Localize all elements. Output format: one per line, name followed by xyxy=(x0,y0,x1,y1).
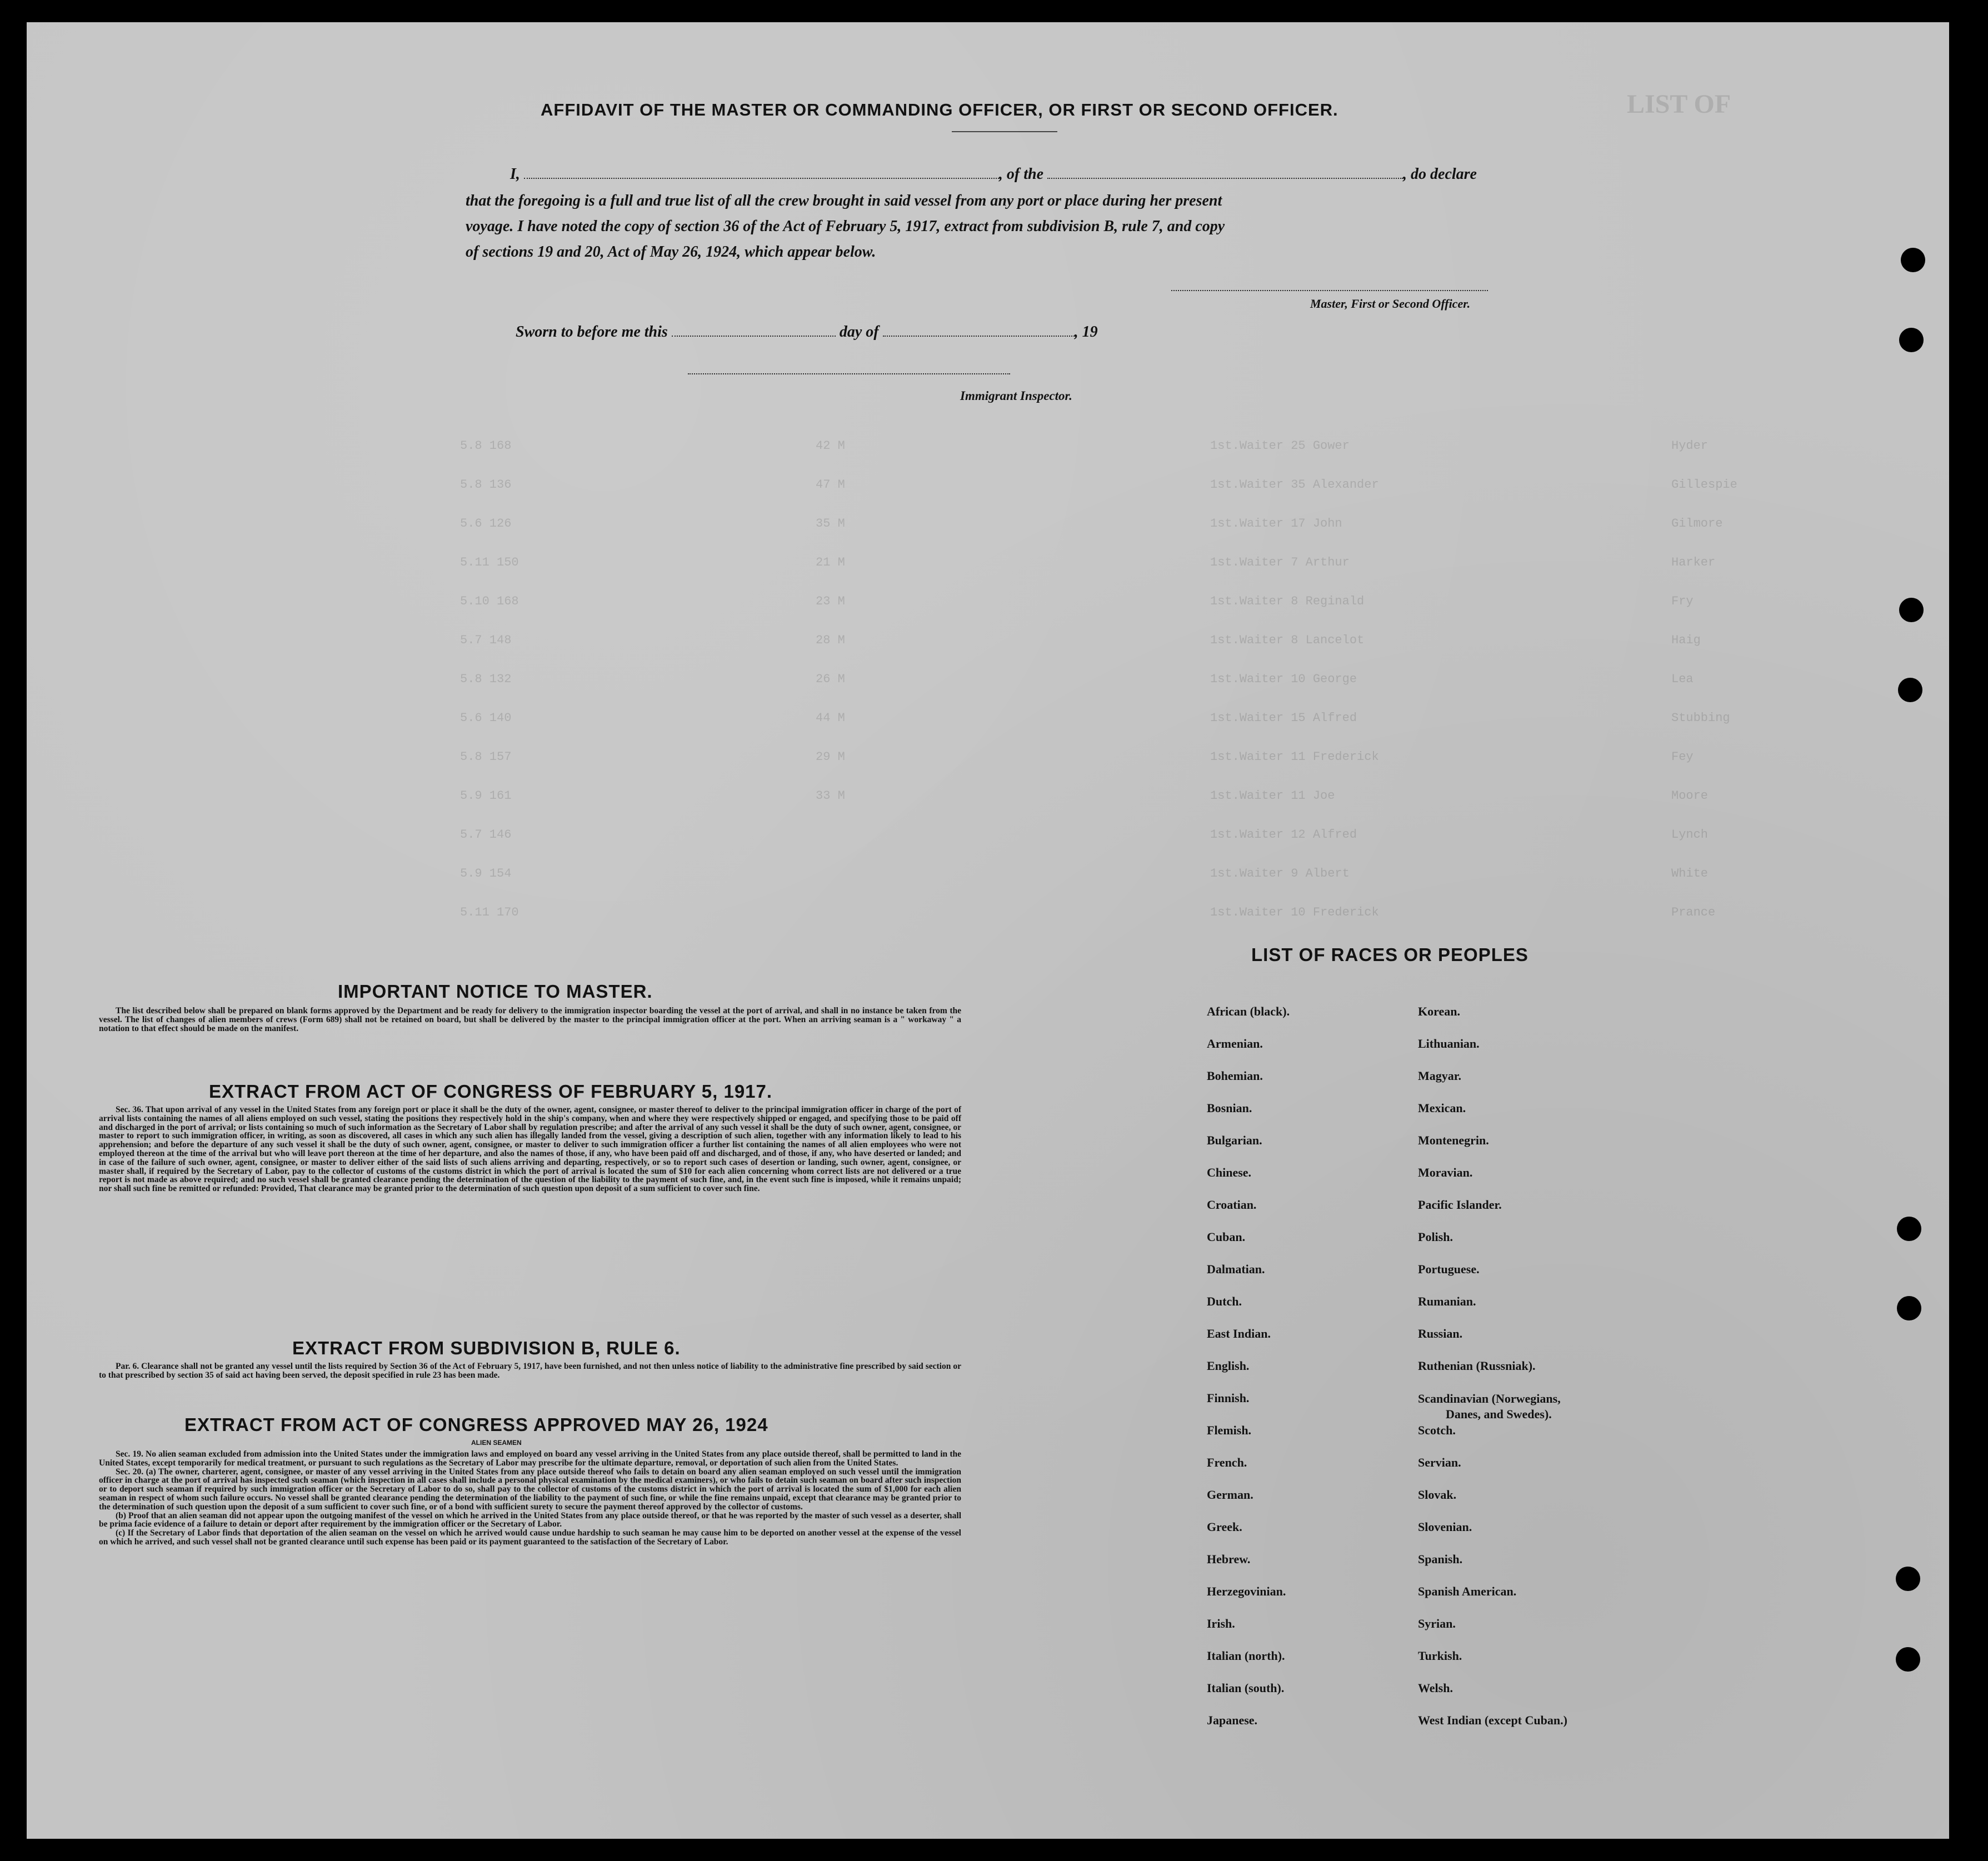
bleed-through-mark: 29 M xyxy=(816,750,845,764)
affidavit-line-4: of sections 19 and 20, Act of May 26, 1924, which appear below. xyxy=(466,243,876,261)
bleed-through-mark: 26 M xyxy=(816,672,845,686)
bleed-through-mark: Lynch xyxy=(1671,828,1709,842)
race-item: Spanish. xyxy=(1418,1552,1463,1566)
title-underline xyxy=(952,131,1057,132)
affidavit-line-3: voyage. I have noted the copy of section 36 of the Act of February 5, 1917, extract from subdivision B, rule 7, and copy xyxy=(466,218,1225,235)
master-signature-line[interactable] xyxy=(1171,289,1488,291)
race-item: Syrian. xyxy=(1418,1617,1456,1630)
race-item: Italian (north). xyxy=(1207,1649,1285,1663)
race-item-line: Scandinavian (Norwegians, xyxy=(1418,1392,1561,1405)
bleed-through-mark: 5.8 157 xyxy=(460,750,512,764)
bleed-through-mark: Prance xyxy=(1671,906,1716,919)
bleed-through-mark: Gilmore xyxy=(1671,517,1723,531)
bleed-through-mark: 21 M xyxy=(816,556,845,569)
races-title: LIST OF RACES OR PEOPLES xyxy=(1251,944,1529,965)
bleed-through-mark: 42 M xyxy=(816,439,845,453)
race-item: Polish. xyxy=(1418,1230,1453,1244)
race-item: English. xyxy=(1207,1359,1250,1373)
bleed-through-mark: Fry xyxy=(1671,594,1694,608)
extract-1917-body xyxy=(99,1105,961,1193)
bleed-through-mark: 23 M xyxy=(816,594,845,608)
bleed-through-mark: Stubbing xyxy=(1671,711,1730,725)
race-item: Irish. xyxy=(1207,1617,1235,1630)
sworn-month-field[interactable] xyxy=(883,336,1075,337)
document-page xyxy=(27,22,1949,1839)
race-item: Mexican. xyxy=(1418,1101,1466,1115)
bleed-through-mark: 28 M xyxy=(816,633,845,647)
bleed-through-mark: 5.8 132 xyxy=(460,672,512,686)
i-label: I, xyxy=(510,166,520,183)
year-label: , 19 xyxy=(1074,323,1098,341)
bleed-through-mark: Gillespie xyxy=(1671,478,1737,492)
sec19-paragraph: Sec. 19. No alien seaman excluded from admission into the United States under the immigration laws and employed on board any vessel arriving in the United States from any place outside thereof, shall be permitted to land in the United States, except temporarily for medical treatment, or pursuant to such regulations as the Secretary of Labor may prescribe for the ultimate departure, removal, or deportation of such alien from the United States. xyxy=(99,1449,961,1468)
race-item: Welsh. xyxy=(1418,1681,1453,1695)
race-item: Scotch. xyxy=(1418,1423,1456,1437)
bleed-through-mark: Moore xyxy=(1671,789,1709,803)
punch-hole xyxy=(1897,1217,1921,1241)
race-item: Russian. xyxy=(1418,1327,1463,1340)
race-item: Pacific Islander. xyxy=(1418,1198,1502,1212)
do-declare-label: , do declare xyxy=(1403,166,1477,183)
race-item: Dalmatian. xyxy=(1207,1262,1265,1276)
punch-hole xyxy=(1897,1296,1921,1320)
bleed-through-mark: Haig xyxy=(1671,633,1701,647)
bleed-through-mark: 5.8 168 xyxy=(460,439,512,453)
race-item: Lithuanian. xyxy=(1418,1037,1480,1050)
race-item: Spanish American. xyxy=(1418,1584,1517,1598)
bleed-through-mark: 5.7 146 xyxy=(460,828,512,842)
bleed-through-mark: Fey xyxy=(1671,750,1694,764)
punch-hole xyxy=(1896,1567,1920,1591)
race-item: Italian (south). xyxy=(1207,1681,1285,1695)
race-item: Chinese. xyxy=(1207,1165,1252,1179)
race-item: Dutch. xyxy=(1207,1294,1242,1308)
sec20a-paragraph: Sec. 20. (a) The owner, charterer, agent, consignee, or master of any vessel arriving in the United States from any place outside thereof who fails to detain on board any alien seaman employed on such vessel until the immigration officer in charge at the port of arrival has inspected such seaman (which inspection in all cases shall include a personal physical examination by the medical examiners), or who fails to detain such seaman on board after such inspection or to deport such seaman if required by such immigration officer or the Secretary of Labor to do so, shall pay to the collector of customs of the customs district in which the port of arrival is located the sum of $1,000 for each alien seaman in respect of whom such failure occurs. No vessel shall be granted clearance pending the determination of the liability to the payment of such fine, or while the fine remains unpaid, except that clearance may be granted prior to the determination of such question upon the deposit of a sum sufficient to cover such fine, or of a bond with sufficient surety to secure the payment thereof approved by the collector of customs. xyxy=(99,1467,961,1512)
par6-paragraph: Par. 6. Clearance shall not be granted any vessel until the lists required by Section 36 of the Act of February 5, 1917, have been furnished, and not then unless notice of liability to the administrative fine prescribed by said section or to that prescribed by section 35 of said act having been served, the deposit specified in rule 23 has been made. xyxy=(99,1362,961,1380)
punch-hole xyxy=(1899,328,1924,352)
sec20b-paragraph: (b) Proof that an alien seaman did not appear upon the outgoing manifest of the vessel on which he arrived in the United States from any place outside thereof, or that he was reported by the master of such vessel as a deserter, shall be prima facie evidence of a failure to detain or deport after requirement by the immigration officer or the Secretary of Labor. xyxy=(99,1510,961,1529)
race-item: Herzegovinian. xyxy=(1207,1584,1286,1598)
race-item: Portuguese. xyxy=(1418,1262,1480,1276)
races-column-right xyxy=(1418,1004,1567,1745)
race-item: Korean. xyxy=(1418,1004,1460,1018)
bleed-through-mark: 1st.Waiter 25 Gower xyxy=(1210,439,1350,453)
bleed-through-mark: 5.8 136 xyxy=(460,478,512,492)
name-field[interactable] xyxy=(524,178,999,179)
extract-1924-body xyxy=(99,1450,961,1547)
day-of-label: day of xyxy=(839,323,879,341)
race-item-line: Danes, and Swedes). xyxy=(1446,1407,1552,1421)
notice-paragraph: The list described below shall be prepared on blank forms approved by the Department and be ready for delivery to the immigration inspector boarding the vessel at the port of arrival, and shall in no instance be taken from the vessel. The list of changes of alien members of crews (Form 689) shall not be retained on board, but shall be delivered by the master to the principal immigration officer at the port. When an arriving seaman is a " workaway " a notation to that effect should be made on the manifest. xyxy=(99,1006,961,1033)
race-item: African (black). xyxy=(1207,1004,1290,1018)
bleed-through-mark: 5.9 161 xyxy=(460,789,512,803)
bleed-through-mark: 1st.Waiter 15 Alfred xyxy=(1210,711,1357,725)
race-item: Bulgarian. xyxy=(1207,1133,1262,1147)
bleed-through-mark: Hyder xyxy=(1671,439,1709,453)
bleed-through-mark: 44 M xyxy=(816,711,845,725)
punch-hole xyxy=(1898,678,1922,702)
bleed-through-mark: 5.6 126 xyxy=(460,517,512,531)
sec20c-paragraph: (c) If the Secretary of Labor finds that deportation of the alien seaman on the vessel on which he arrived would cause undue hardship to such seaman he may cause him to be deported on another vessel at the expense of the vessel on which he arrived, and such vessel shall not be granted clearance until such expense has been paid or its payment guaranteed to the satisfaction of the Secretary of Labor. xyxy=(99,1528,961,1547)
bleed-through-mark: 1st.Waiter 11 Joe xyxy=(1210,789,1335,803)
race-item: Armenian. xyxy=(1207,1037,1263,1050)
alien-seamen-subtitle: ALIEN SEAMEN xyxy=(471,1439,522,1447)
bleed-through-mark: 1st.Waiter 10 Frederick xyxy=(1210,906,1379,919)
race-item: Bosnian. xyxy=(1207,1101,1252,1115)
bleed-through-mark: 1st.Waiter 17 John xyxy=(1210,517,1342,531)
race-item: Servian. xyxy=(1418,1455,1461,1469)
race-item: West Indian (except Cuban.) xyxy=(1418,1713,1567,1727)
bleed-through-mark: Lea xyxy=(1671,672,1694,686)
bleed-through-mark: 5.10 168 xyxy=(460,594,519,608)
bleed-through-mark: 5.7 148 xyxy=(460,633,512,647)
affidavit-line-1 xyxy=(510,166,1477,183)
extract-1917-title: EXTRACT FROM ACT OF CONGRESS OF FEBRUARY 5, 1917. xyxy=(209,1081,773,1102)
of-the-label: , of the xyxy=(998,166,1044,183)
race-item: Cuban. xyxy=(1207,1230,1246,1244)
bleed-through-mark: 35 M xyxy=(816,517,845,531)
bleed-through-mark: 1st.Waiter 10 George xyxy=(1210,672,1357,686)
race-item: French. xyxy=(1207,1455,1247,1469)
vessel-field[interactable] xyxy=(1047,178,1403,179)
race-item: German. xyxy=(1207,1488,1253,1502)
race-item: Finnish. xyxy=(1207,1391,1250,1405)
race-item: Magyar. xyxy=(1418,1069,1462,1083)
race-item: East Indian. xyxy=(1207,1327,1271,1340)
master-signature-label: Master, First or Second Officer. xyxy=(1310,297,1471,311)
bleed-through-mark: White xyxy=(1671,867,1709,881)
race-item: Montenegrin. xyxy=(1418,1133,1489,1147)
race-item: Moravian. xyxy=(1418,1165,1473,1179)
race-item: Croatian. xyxy=(1207,1198,1257,1212)
bleed-through-mark: 5.11 150 xyxy=(460,556,519,569)
race-item: Flemish. xyxy=(1207,1423,1252,1437)
races-column-left xyxy=(1207,1004,1290,1745)
bleed-through-mark: 1st.Waiter 11 Frederick xyxy=(1210,750,1379,764)
bleed-through-mark: 1st.Waiter 12 Alfred xyxy=(1210,828,1357,842)
punch-hole xyxy=(1901,248,1925,272)
punch-hole xyxy=(1896,1647,1920,1672)
inspector-label: Immigrant Inspector. xyxy=(960,389,1072,403)
race-item: Greek. xyxy=(1207,1520,1242,1534)
punch-hole xyxy=(1899,598,1924,622)
inspector-signature-line[interactable] xyxy=(688,372,1010,374)
bleed-through-mark: 1st.Waiter 8 Lancelot xyxy=(1210,633,1365,647)
sworn-label: Sworn to before me this xyxy=(516,323,668,341)
rule6-body xyxy=(99,1362,961,1380)
rule6-title: EXTRACT FROM SUBDIVISION B, RULE 6. xyxy=(292,1338,681,1358)
bleed-through-mark: Harker xyxy=(1671,556,1716,569)
bleed-through-mark: 1st.Waiter 7 Arthur xyxy=(1210,556,1350,569)
bleed-through-mark: 5.11 170 xyxy=(460,906,519,919)
sworn-line xyxy=(516,323,1098,341)
race-item: Turkish. xyxy=(1418,1649,1462,1663)
race-item: Japanese. xyxy=(1207,1713,1258,1727)
bleed-through-mark: 1st.Waiter 8 Reginald xyxy=(1210,594,1365,608)
race-item: Hebrew. xyxy=(1207,1552,1251,1566)
bleed-through-mark: 1st.Waiter 35 Alexander xyxy=(1210,478,1379,492)
affidavit-title: AFFIDAVIT OF THE MASTER OR COMMANDING OFFICER, OR FIRST OR SECOND OFFICER. xyxy=(541,100,1338,119)
race-item: Bohemian. xyxy=(1207,1069,1263,1083)
bleed-through-mark: 5.6 140 xyxy=(460,711,512,725)
race-item: Ruthenian (Russniak). xyxy=(1418,1359,1536,1373)
bleed-through-mark: 1st.Waiter 9 Albert xyxy=(1210,867,1350,881)
bleed-through-mark: LIST OF xyxy=(1627,89,1731,119)
race-item-scandinavian xyxy=(1418,1391,1567,1423)
notice-title: IMPORTANT NOTICE TO MASTER. xyxy=(338,981,653,1002)
bleed-through-mark: 33 M xyxy=(816,789,845,803)
affidavit-line-2: that the foregoing is a full and true list of all the crew brought in said vessel from any port or place during her present xyxy=(466,192,1222,209)
race-item: Slovenian. xyxy=(1418,1520,1472,1534)
race-item: Rumanian. xyxy=(1418,1294,1476,1308)
sec36-paragraph: Sec. 36. That upon arrival of any vessel in the United States from any foreign port or place it shall be the duty of the owner, agent, consignee, or master thereof to deliver to the principal immigration officer in charge of the port of arrival lists containing the names of all aliens employed on such vessel, stating the positions they respectively hold in the ship's company, when and where they were respectively shipped or engaged, and specifying those to be paid off and discharged in the port of arrival; or lists containing so much of such information as the Secretary of Labor shall by regulation prescribe; and after the arrival of any such vessel it shall be the duty of such owner, agent, consignee, or master to report to such immigration officer, in writing, as soon as discovered, all cases in which any such alien has illegally landed from the vessel, giving a description of such alien, together with any information likely to lead to his apprehension; and before the departure of any such vessel it shall be the duty of such owner, agent, consignee, or master to deliver to such immigration officer a further list containing the names of all alien employees who were not employed thereon at the time of the arrival but who will leave port thereon at the time of her departure, and also the names of those, if any, who have been paid off and discharged, and of those, if any, who have deserted or landed; and in case of the failure of such owner, agent, consignee, or master to deliver either of the said lists of such aliens arriving and departing, respectively, or so to report such cases of desertion or landing, such owner, agent, consignee, or master shall, if required by the Secretary of Labor, pay to the collector of customs of the customs district in which the port of arrival is located the sum of $10 for each alien concerning whom correct lists are not delivered or a true report is not made as above required; and no such vessel shall be granted clearance pending the determination of the question of the liability to the payment of such fine, and, in the event such fine is imposed, while it remains unpaid; nor shall such fine be remitted or refunded: Provided, That clearance may be granted prior to the determination of such question upon deposit of a sum sufficient to cover such fine. xyxy=(99,1105,961,1194)
race-item: Slovak. xyxy=(1418,1488,1457,1502)
notice-body xyxy=(99,1007,961,1033)
sworn-day-field[interactable] xyxy=(672,336,836,337)
bleed-through-mark: 47 M xyxy=(816,478,845,492)
bleed-through-mark: 5.9 154 xyxy=(460,867,512,881)
extract-1924-title: EXTRACT FROM ACT OF CONGRESS APPROVED MAY 26, 1924 xyxy=(184,1414,768,1435)
